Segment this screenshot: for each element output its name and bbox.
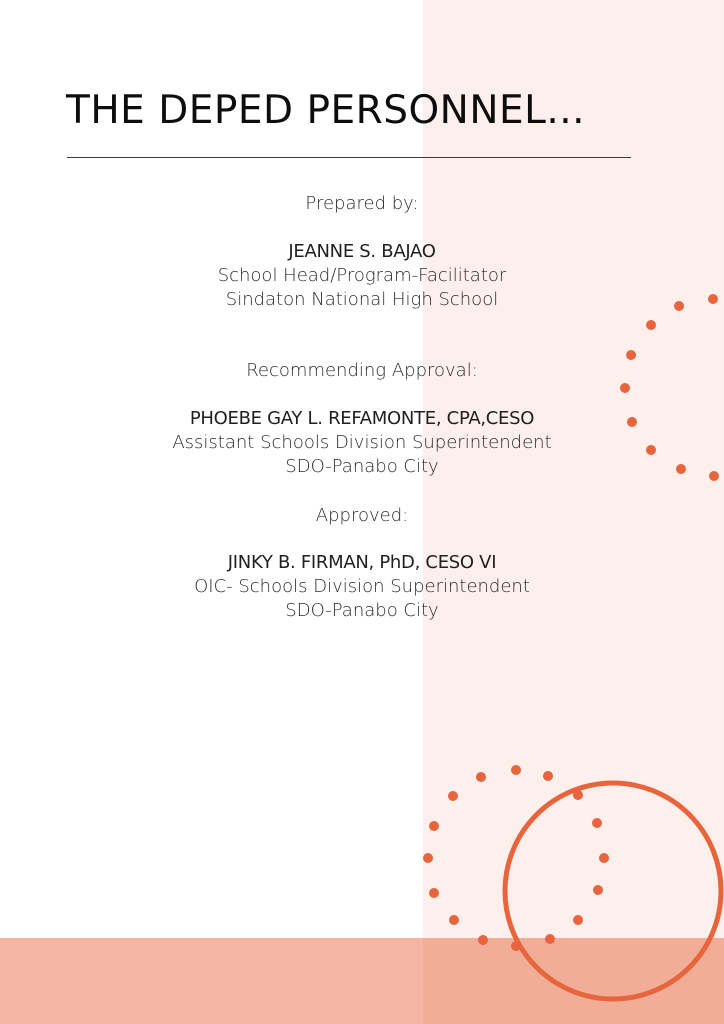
recommending-approval-label: Recommending Approval: [246, 360, 478, 381]
approver-position: OIC- Schools Division Superintendent [194, 576, 530, 597]
bottom-color-band-right [423, 938, 724, 1024]
approver-name: JINKY B. FIRMAN, PhD, CESO VI [227, 552, 497, 573]
recommender-block [0, 407, 724, 479]
preparer-position: School Head/Program-Facilitator [217, 265, 507, 286]
approver-block [0, 551, 724, 623]
approved-section [0, 504, 724, 528]
preparer-block [0, 240, 724, 312]
recommender-name: PHOEBE GAY L. REFAMONTE, CPA,CESO [189, 408, 535, 429]
prepared-by-label: Prepared by: [305, 193, 419, 214]
recommending-section [0, 359, 724, 383]
recommender-position: Assistant Schools Division Superintendent [172, 432, 552, 453]
recommender-office: SDO-Panabo City [285, 456, 439, 477]
approver-office: SDO-Panabo City [285, 600, 439, 621]
approved-label: Approved: [315, 505, 409, 526]
page-title: THE DEPED PERSONNEL... [66, 88, 586, 133]
title-divider [67, 157, 631, 158]
preparer-name: JEANNE S. BAJAO [288, 241, 436, 262]
prepared-by-section [0, 192, 724, 216]
preparer-office: Sindaton National High School [225, 289, 499, 310]
